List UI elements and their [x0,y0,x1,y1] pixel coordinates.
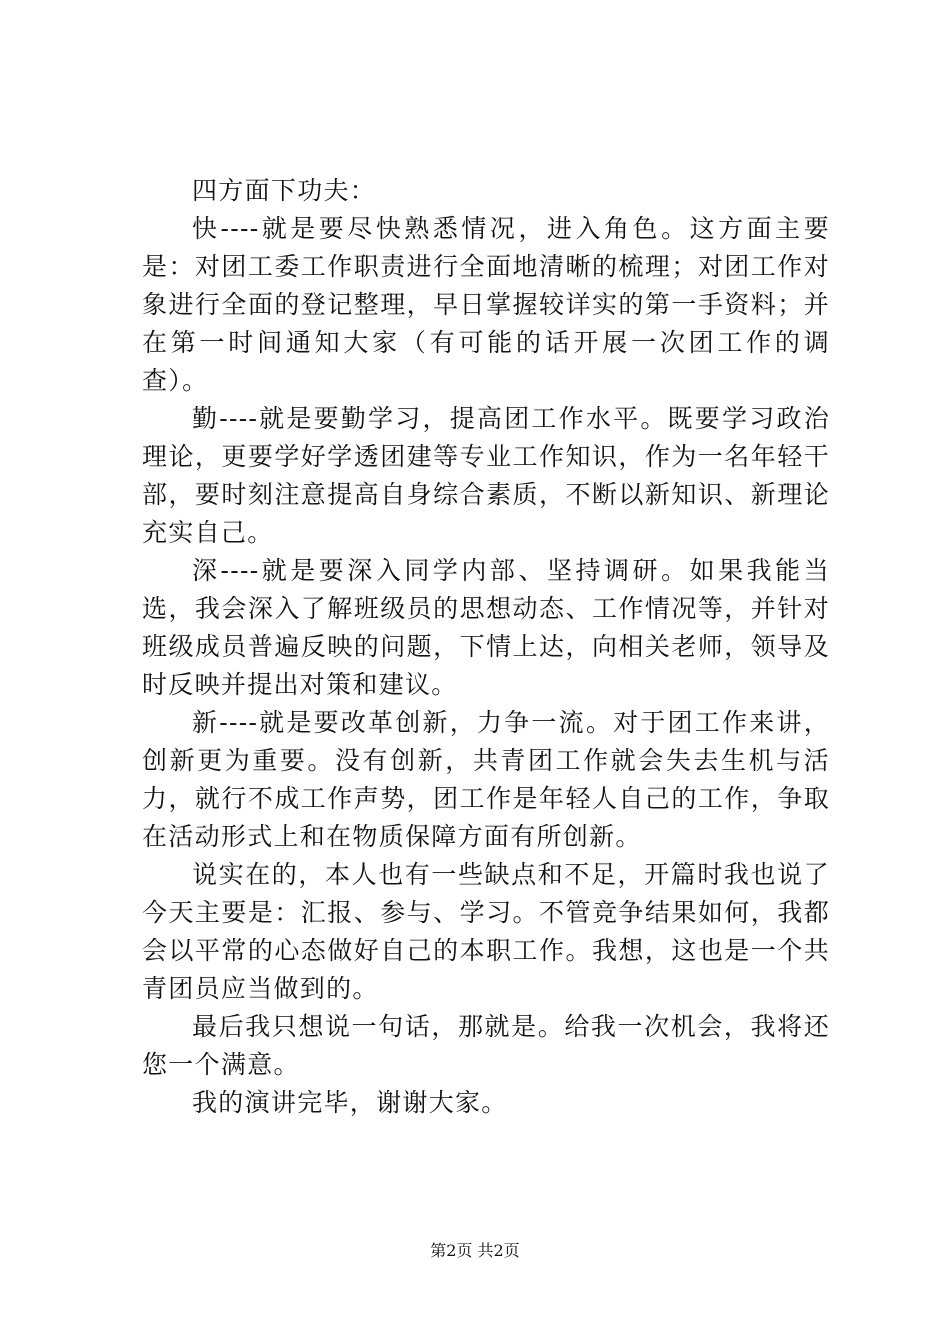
paragraph-xin: 新----就是要改革创新，力争一流。对于团工作来讲，创新更为重要。没有创新，共青团工作就会失去生机与活力，就行不成工作声势，团工作是年轻人自己的工作，争取在活动形式上和在物质保障方面有所创新。 [142,708,830,851]
page-number-footer: 第2页 共2页 [430,1241,520,1260]
paragraph-intro: 四方面下功夫： [192,176,377,205]
document-body [142,172,830,1122]
paragraph-kuai: 快----就是要尽快熟悉情况，进入角色。这方面主要是：对团工委工作职责进行全面地清晰的梳理；对团工作对象进行全面的登记整理，早日掌握较详实的第一手资料；并在第一时间通知大家（有可能的话开展一次团工作的调查）。 [142,214,830,395]
paragraph-final-words: 最后我只想说一句话，那就是。给我一次机会，我将还您一个满意。 [142,1012,830,1079]
paragraph-shortcomings: 说实在的，本人也有一些缺点和不足，开篇时我也说了今天主要是：汇报、参与、学习。不管竞争结果如何，我都会以平常的心态做好自己的本职工作。我想，这也是一个共青团员应当做到的。 [142,860,830,1003]
paragraph-qin: 勤----就是要勤学习，提高团工作水平。既要学习政治理论，更要学好学透团建等专业工作知识，作为一名年轻干部，要时刻注意提高自身综合素质，不断以新知识、新理论充实自己。 [142,404,830,547]
paragraph-shen: 深----就是要深入同学内部、坚持调研。如果我能当选，我会深入了解班级员的思想动态、工作情况等，并针对班级成员普遍反映的问题，下情上达，向相关老师，领导及时反映并提出对策和建议。 [142,556,830,699]
paragraph-closing: 我的演讲完毕，谢谢大家。 [192,1088,508,1117]
